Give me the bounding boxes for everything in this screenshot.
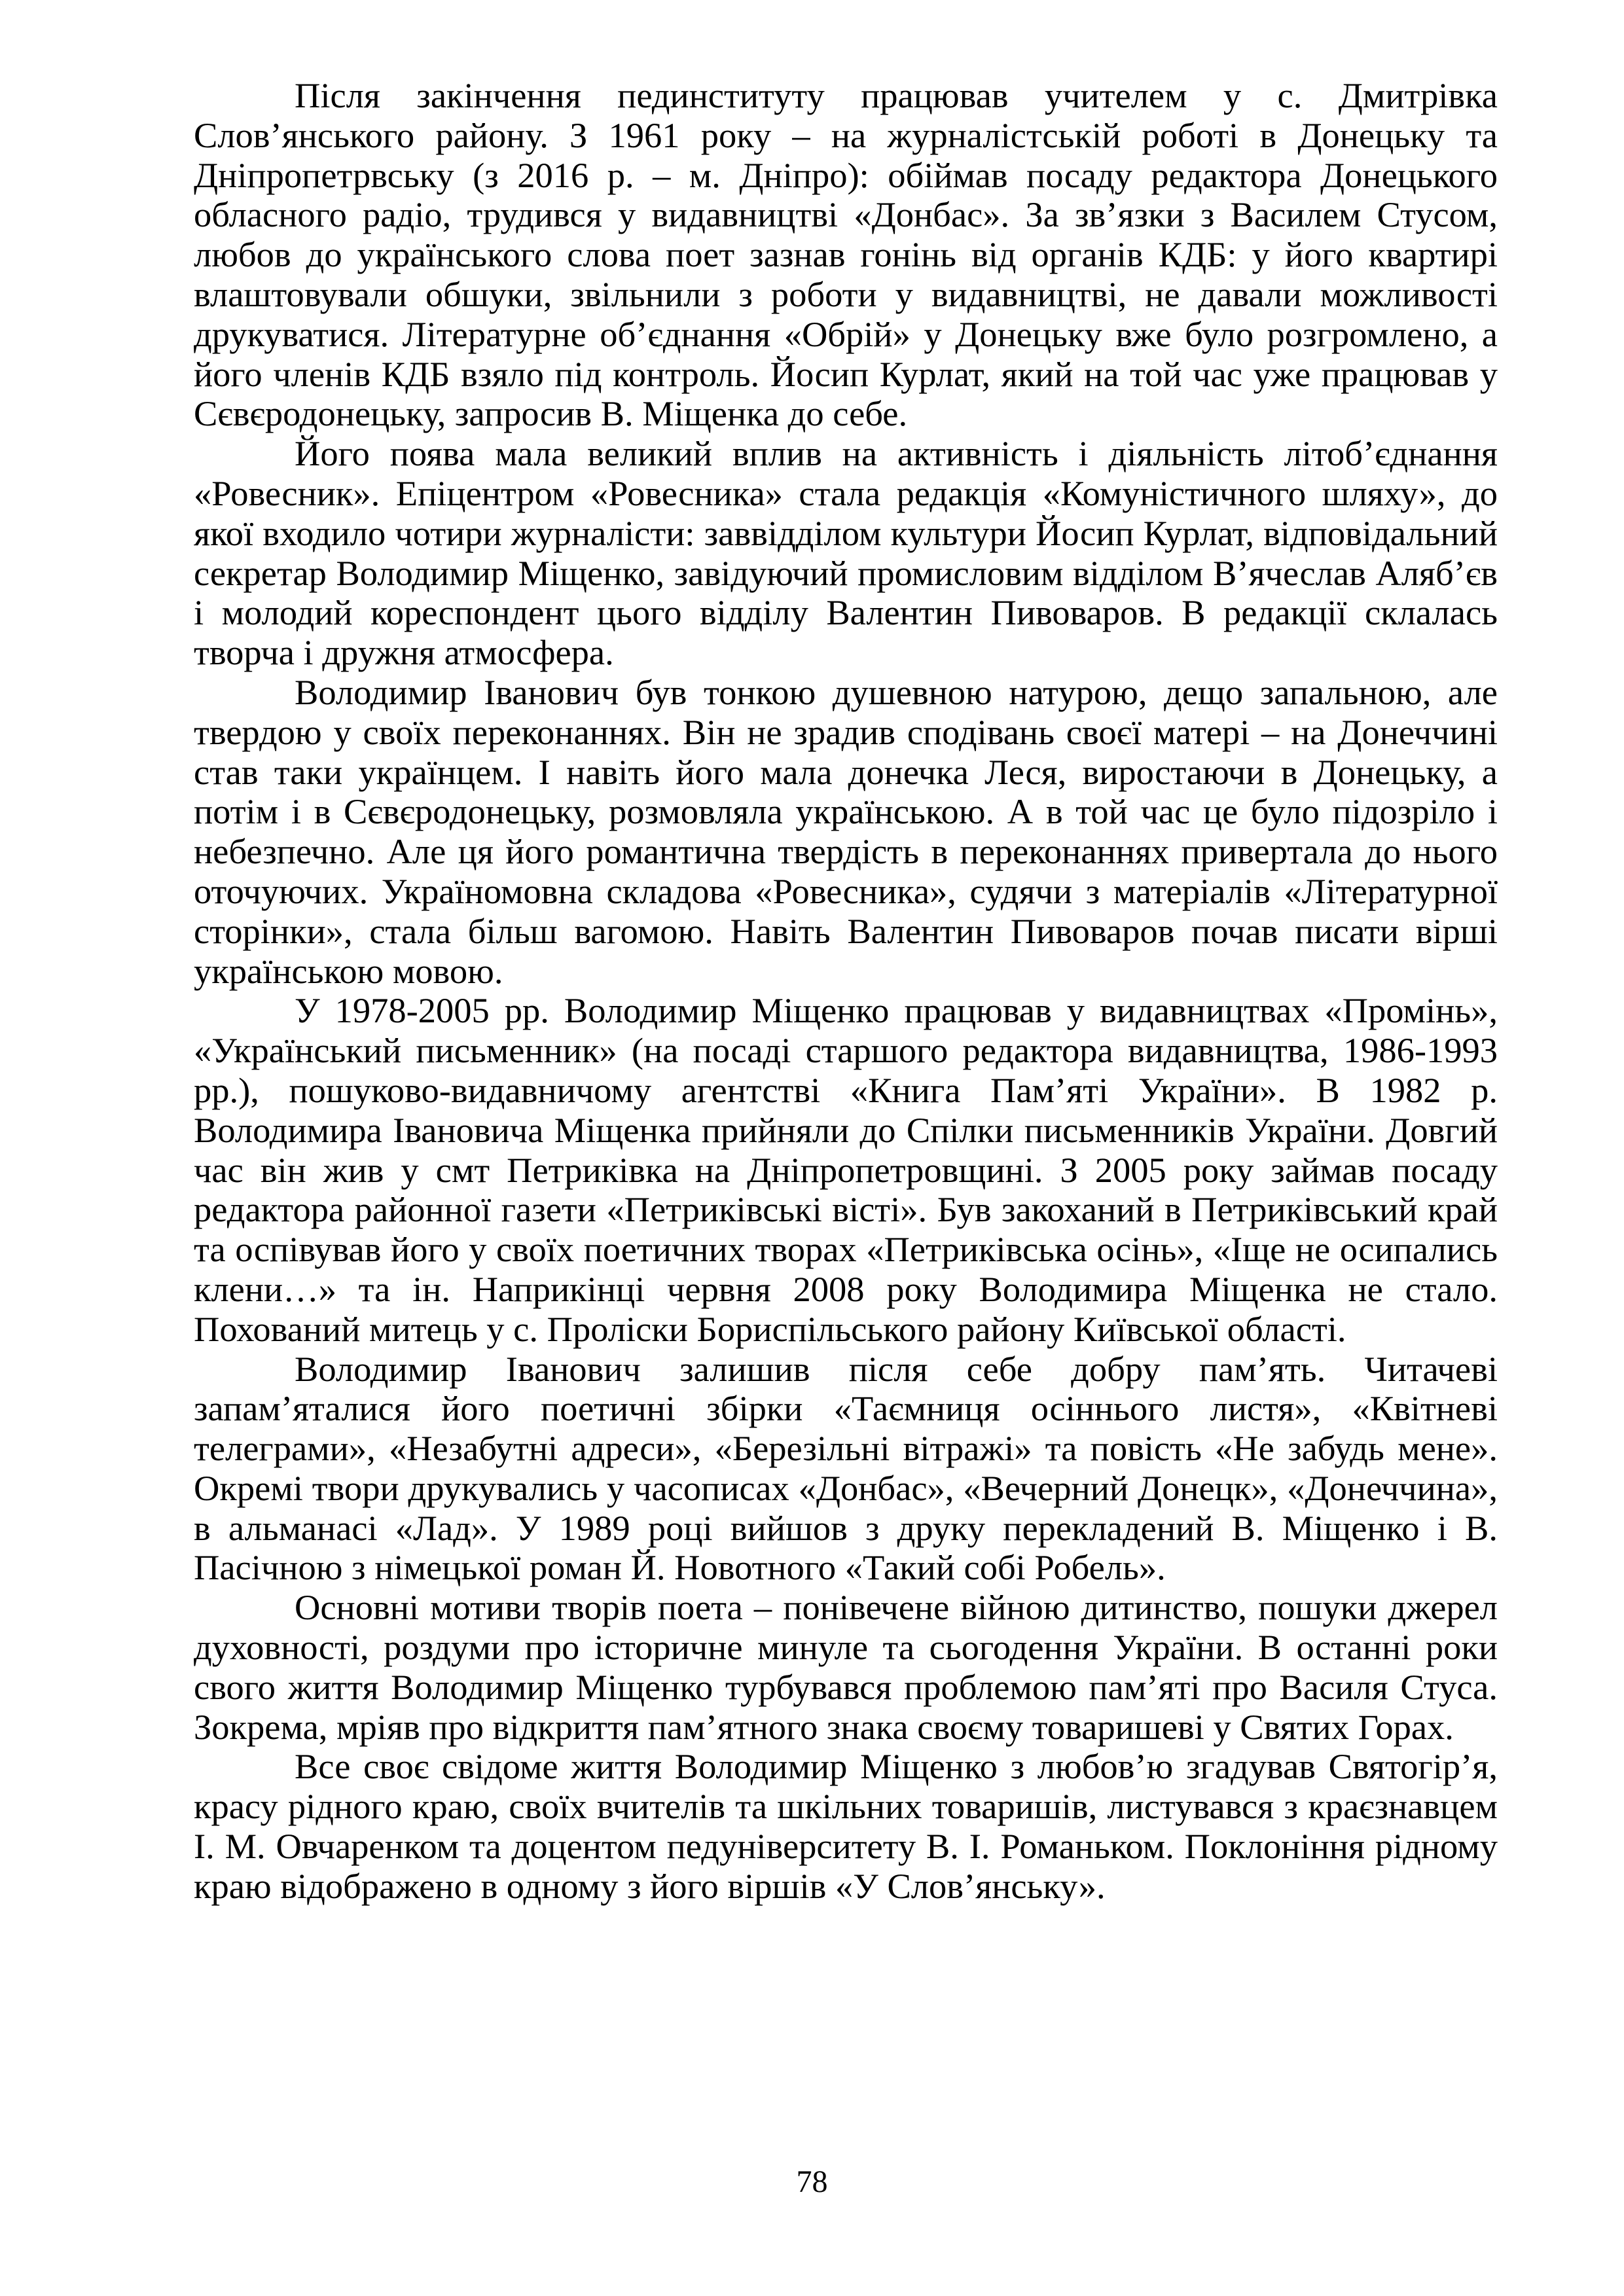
paragraph: Володимир Іванович був тонкою душевною натурою, дещо запальною, але твердою у своїх переконаннях. Він не зрадив сподівань своєї матері – на Донеччині став таки українцем. І навіть його мала донечка Леся, виростаючи в Донецьку, а потім і в Сєвєродонецьку, розмовляла українською. А в той час це було підозріло і небезпечно. Але ця його романтична твердість в переконаннях привертала до нього оточуючих. Україномовна складова «Ровесника», судячи з матеріалів «Літературної сторінки», стала більш вагомою. Навіть Валентин Пивоваров почав писати вірші українською мовою. <box>194 672 1498 991</box>
document-body <box>194 76 1498 1907</box>
paragraph: Після закінчення пединституту працював учителем у с. Дмитрівка Слов’янського району. З 1961 року – на журналістській роботі в Донецьку та Дніпропетрвську (з 2016 р. – м. Дніпро): обіймав посаду редактора Донецького обласного радіо, трудився у видавництві «Донбас». За зв’язки з Василем Стусом, любов до українського слова поет зазнав гонінь від органів КДБ: у його квартирі влаштовували обшуки, звільнили з роботи у видавництві, не давали можливості друкуватися. Літературне об’єднання «Обрій» у Донецьку вже було розгромлено, а його членів КДБ взяло під контроль. Йосип Курлат, який на той час уже працював у Сєвєродонецьку, запросив В. Міщенка до себе. <box>194 75 1498 434</box>
paragraph: Володимир Іванович залишив після себе добру пам’ять. Читачеві запам’яталися його поетичні збірки «Таємниця осіннього листя», «Квітневі телеграми», «Незабутні адреси», «Березільні вітражі» та повість «Не забудь мене». Окремі твори друкувались у часописах «Донбас», «Вечерний Донецк», «Донеччина», в альманасі «Лад». У 1989 році вийшов з друку перекладений В. Міщенко і В. Пасічною з німецької роман Й. Новотного «Такий собі Робель». <box>194 1348 1498 1588</box>
page-number: 78 <box>796 2164 828 2199</box>
paragraph: Основні мотиви творів поета – понівечене війною дитинство, пошуки джерел духовності, роздуми про історичне минуле та сьогодення України. В останні роки свого життя Володимир Міщенко турбувався проблемою пам’яті про Василя Стуса. Зокрема, мріяв про відкриття пам’ятного знака своєму товаришеві у Святих Горах. <box>194 1587 1498 1747</box>
paragraph: У 1978-2005 рр. Володимир Міщенко працював у видавництвах «Промінь», «Український письменник» (на посаді старшого редактора видавництва, 1986-1993 рр.), пошуково-видавничому агентстві «Книга Пам’яті України». В 1982 р. Володимира Івановича Міщенка прийняли до Спілки письменників України. Довгий час він жив у смт Петриківка на Дніпропетровщині. З 2005 року займав посаду редактора районної газети «Петриківські вісті». Був закоханий в Петриківський край та оспівував його у своїх поетичних творах «Петриківська осінь», «Іще не осипались клени…» та ін. Наприкінці червня 2008 року Володимира Міщенка не стало. Похований митець у с. Проліски Бориспільського району Київської області. <box>194 990 1498 1349</box>
paragraph: Все своє свідоме життя Володимир Міщенко з любов’ю згадував Святогір’я, красу рідного краю, своїх вчителів та шкільних товаришів, листувався з краєзнавцем І. М. Овчаренком та доцентом педуніверситету В. І. Романьком. Поклоніння рідному краю відображено в одному з його віршів «У Слов’янську». <box>194 1746 1498 1906</box>
paragraph: Його поява мала великий вплив на активність і діяльність літоб’єднання «Ровесник». Епіцентром «Ровесника» стала редакція «Комуністичного шляху», до якої входило чотири журналісти: заввідділом культури Йосип Курлат, відповідальний секретар Володимир Міщенко, завідуючий промисловим відділом В’ячеслав Аляб’єв і молодий кореспондент цього відділу Валентин Пивоваров. В редакції склалась творча і дружня атмосфера. <box>194 433 1498 673</box>
